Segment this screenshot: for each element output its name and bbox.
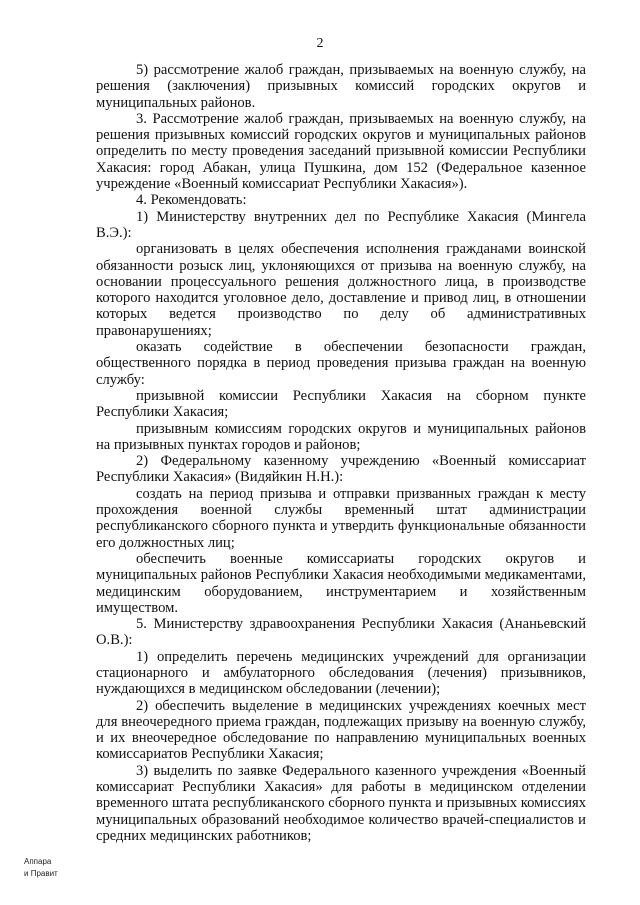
paragraph: оказать содействие в обеспечении безопасности граждан, общественного порядка в период проведения призыва граждан на военную службу: (96, 339, 586, 388)
paragraph: создать на период призыва и отправки призванных граждан к месту прохождения военной службы временный штат администрации республиканского сборного пункта и утвердить функциональные обязанности его должностных лиц; (96, 485, 586, 551)
paragraph: организовать в целях обеспечения исполнения гражданами воинской обязанности розыск лиц, уклоняющихся от призыва на военную службу, на основании процессуального решения должностного лица, в производстве которого находится уголовное дело, доставление и привод лиц, в отношении которых ведется производство по делу об административных правонарушениях; (96, 241, 586, 339)
paragraph: 1) Министерству внутренних дел по Республике Хакасия (Мингела В.Э.): (96, 208, 586, 241)
footer-stamp-line: и Правит (24, 869, 58, 878)
paragraph: обеспечить военные комиссариаты городских округов и муниципальных районов Республики Хакасия необходимыми медикаментами, медицинским оборудованием, инструментарием и хозяйственным имуществом. (96, 550, 586, 616)
footer-stamp (24, 856, 58, 880)
paragraph: 3. Рассмотрение жалоб граждан, призываемых на военную службу, на решения призывных комиссий городских округов и муниципальных районов определить по месту проведения заседаний призывной комиссии Республики Хакасия: город Абакан, улица Пушкина, дом 152 (Федеральное казенное учреждение «Военный комиссариат Республики Хакасия»). (96, 110, 586, 193)
paragraph: 2) Федеральному казенному учреждению «Военный комиссариат Республики Хакасия» (Видяйкин Н.Н.): (96, 453, 586, 486)
document-body (96, 62, 586, 844)
footer-stamp-line: Аппара (24, 857, 52, 866)
paragraph: 4. Рекомендовать: (136, 192, 247, 209)
page-number: 2 (316, 36, 324, 51)
paragraph: 1) определить перечень медицинских учреждений для организации стационарного и амбулаторного обследования (лечения) призывников, нуждающихся в медицинском обследовании (лечении); (96, 648, 586, 698)
paragraph: призывным комиссиям городских округов и муниципальных районов на призывных пунктах городов и районов; (96, 420, 586, 453)
paragraph: 3) выделить по заявке Федерального казенного учреждения «Военный комиссариат Республики Хакасия» для работы в медицинском отделении временного штата республиканского сборного пункта и призывных комиссиях муниципальных образований необходимое количество врачей-специалистов и средних медицинских работников; (96, 762, 586, 844)
paragraph: призывной комиссии Республики Хакасия на сборном пункте Республики Хакасия; (96, 387, 586, 421)
paragraph: 2) обеспечить выделение в медицинских учреждениях коечных мест для внеочередного приема граждан, подлежащих призыву на военную службу, и их внеочередное обследование по направлению муниципальных военных комиссариатов Республики Хакасия; (96, 697, 586, 763)
paragraph: 5. Министерству здравоохранения Республики Хакасия (Ананьевский О.В.): (96, 616, 586, 649)
paragraph: 5) рассмотрение жалоб граждан, призываемых на военную службу, на решения (заключения) призывных комиссий городских округов и муниципальных районов. (96, 62, 586, 111)
